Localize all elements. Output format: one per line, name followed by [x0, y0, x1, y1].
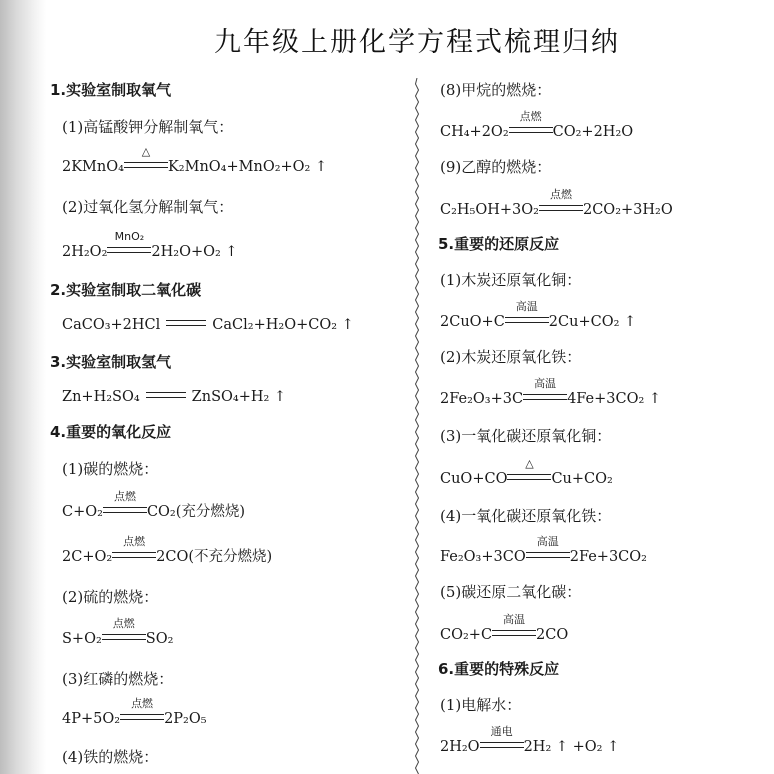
chemical-equation	[438, 725, 620, 755]
reaction-condition: 高温	[515, 300, 538, 313]
chemical-equation	[438, 457, 613, 487]
equation-products: 2H₂O+O₂ ↑	[151, 244, 238, 260]
reaction-condition: 点燃	[113, 490, 136, 503]
chemical-equation	[50, 230, 238, 260]
reaction-condition: 通电	[490, 725, 513, 738]
equation-reactants: CO₂+C	[440, 627, 493, 643]
chemical-equation	[438, 377, 662, 407]
reaction-condition: 高温	[503, 613, 526, 626]
section-heading: 5.重要的还原反应	[438, 235, 560, 253]
chemical-equation	[50, 318, 354, 333]
reaction-condition: 点燃	[131, 697, 154, 710]
subsection-label: (3)红磷的燃烧：	[62, 670, 174, 688]
equals-sign-with-condition	[480, 725, 524, 755]
equation-products: K₂MnO₄+MnO₂+O₂ ↑	[167, 159, 328, 175]
subsection-label: (3)一氧化碳还原氧化铜：	[440, 427, 612, 445]
chemical-equation	[438, 535, 647, 565]
equation-reactants: 2KMnO₄	[62, 159, 124, 175]
subsection-label: (8)甲烷的燃烧：	[440, 81, 552, 99]
reaction-condition: △	[525, 457, 534, 470]
equals-sign-with-condition	[523, 377, 567, 407]
reaction-condition: 点燃	[549, 188, 572, 201]
chemical-equation	[50, 390, 286, 405]
equals-sign-with-condition	[526, 535, 570, 565]
equation-products: 2Fe+3CO₂	[569, 549, 647, 565]
equals-sign-with-condition	[124, 145, 168, 175]
equation-reactants: S+O₂	[62, 631, 102, 647]
equation-products: Cu+CO₂	[551, 471, 613, 487]
section-heading: 2.实验室制取二氧化碳	[50, 281, 202, 299]
equation-products: CaCl₂+H₂O+CO₂ ↑	[212, 317, 354, 333]
equals-sign-with-condition	[492, 613, 536, 643]
chemical-equation	[50, 535, 273, 565]
equation-products: 2H₂ ↑ +O₂ ↑	[523, 739, 620, 755]
equals-sign-with-condition	[509, 110, 553, 140]
subsection-label: (1)木炭还原氧化铜：	[440, 271, 582, 289]
equation-reactants: Fe₂O₃+3CO	[440, 549, 526, 565]
reaction-condition: △	[141, 145, 151, 158]
equals-sign-with-condition	[507, 457, 551, 487]
reaction-condition: 高温	[534, 377, 557, 390]
equation-products: SO₂	[145, 631, 174, 647]
equation-reactants: C₂H₅OH+3O₂	[440, 202, 539, 218]
chemical-equation	[50, 617, 174, 647]
equation-products: ZnSO₄+H₂ ↑	[191, 389, 287, 405]
chemical-equation	[50, 490, 246, 520]
equals-sign-with-condition	[120, 697, 164, 727]
section-heading: 3.实验室制取氢气	[50, 353, 172, 371]
equation-reactants: Zn+H₂SO₄	[62, 389, 140, 405]
equation-reactants: 2Fe₂O₃+3C	[440, 391, 524, 407]
section-heading: 1.实验室制取氧气	[50, 81, 172, 99]
equation-products: 2CO	[536, 627, 569, 643]
equation-reactants: 2H₂O₂	[62, 244, 108, 260]
subsection-label: (1)电解水：	[440, 696, 522, 714]
equation-products: 2CO₂+3H₂O	[582, 202, 673, 218]
equals-sign-with-condition	[539, 188, 583, 218]
chemical-equation	[50, 145, 328, 175]
chemical-equation	[438, 110, 634, 140]
page-edge-shadow	[0, 0, 46, 774]
subsection-label: (4)铁的燃烧：	[62, 748, 159, 766]
equation-products: 4Fe+3CO₂ ↑	[567, 391, 662, 407]
equation-reactants: 2CuO+C	[440, 314, 505, 330]
equation-reactants: 2C+O₂	[62, 549, 113, 565]
section-heading: 4.重要的氧化反应	[50, 423, 172, 441]
reaction-condition: 点燃	[123, 535, 146, 548]
equals-sign-with-condition	[112, 535, 156, 565]
subsection-label: (9)乙醇的燃烧：	[440, 158, 552, 176]
column-divider	[412, 78, 422, 774]
subsection-label: (2)过氧化氢分解制氧气：	[62, 198, 234, 216]
equation-products: 2P₂O₅	[164, 711, 207, 727]
equation-products: 2Cu+CO₂ ↑	[548, 314, 637, 330]
chemical-equation	[438, 188, 673, 218]
equation-reactants: CuO+CO	[440, 471, 508, 487]
equation-reactants: 2H₂O	[440, 739, 480, 755]
equals-sign	[146, 390, 186, 405]
equation-reactants: CaCO₃+2HCl	[62, 317, 161, 333]
chemical-equation	[50, 697, 207, 727]
reaction-condition: 点燃	[519, 110, 542, 123]
equals-sign-with-condition	[505, 300, 549, 330]
subsection-label: (1)高锰酸钾分解制氧气：	[62, 118, 234, 136]
equals-sign	[166, 318, 206, 333]
page-title: 九年级上册化学方程式梳理归纳	[214, 27, 620, 58]
equation-reactants: C+O₂	[62, 504, 103, 520]
equation-reactants: CH₄+2O₂	[440, 124, 509, 140]
chemical-equation	[438, 300, 637, 330]
reaction-condition: 点燃	[112, 617, 135, 630]
subsection-label: (2)木炭还原氧化铁：	[440, 348, 582, 366]
subsection-label: (5)碳还原二氧化碳：	[440, 583, 582, 601]
equals-sign-with-condition	[102, 617, 146, 647]
equation-products: CO₂(充分燃烧)	[146, 504, 246, 520]
subsection-label: (4)一氧化碳还原氧化铁：	[440, 507, 612, 525]
chemical-equation	[438, 613, 569, 643]
equals-sign-with-condition	[107, 230, 151, 260]
section-heading: 6.重要的特殊反应	[438, 660, 560, 678]
subsection-label: (2)硫的燃烧：	[62, 588, 159, 606]
subsection-label: (1)碳的燃烧：	[62, 460, 159, 478]
equation-products: CO₂+2H₂O	[552, 124, 634, 140]
reaction-condition: 高温	[536, 535, 559, 548]
equals-sign-with-condition	[103, 490, 147, 520]
reaction-condition: MnO₂	[114, 230, 145, 243]
equation-reactants: 4P+5O₂	[62, 711, 121, 727]
equation-products: 2CO(不充分燃烧)	[156, 549, 273, 565]
